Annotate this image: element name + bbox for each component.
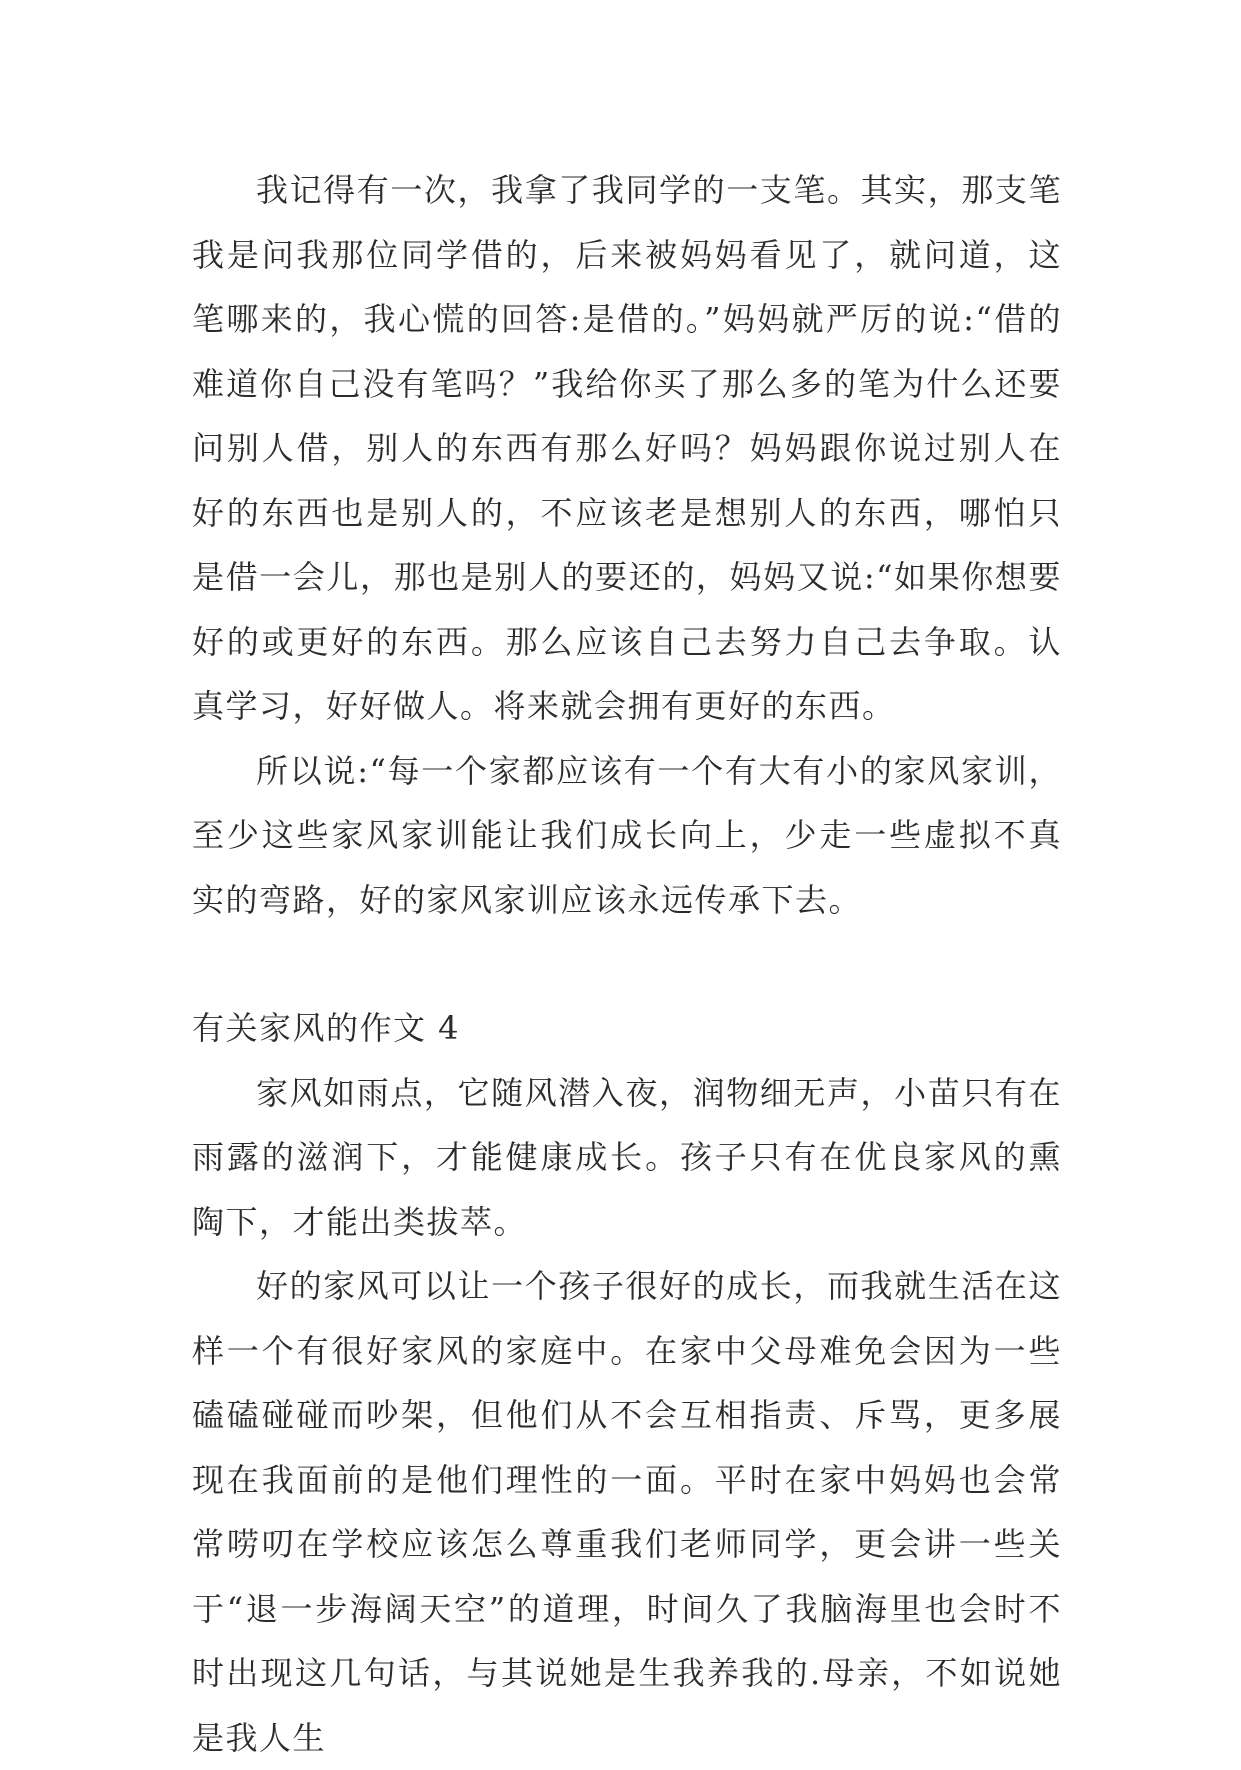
paragraph-good-family: 好的家风可以让一个孩子很好的成长，而我就生活在这样一个有很好家风的家庭中。在家中父母难免会因为一些磕磕碰碰而吵架，但他们从不会互相指责、斥骂，更多展现在我面前的是他们理性的一面。平时在家中妈妈也会常常唠叨在学校应该怎么尊重我们老师同学，更会讲一些关于“退一步海阔天空”的道理，时间久了我脑海里也会时不时出现这几句话，与其说她是生我养我的.母亲，不如说她是我人生	[192, 1267, 1062, 1757]
paragraph-conclusion: 所以说:“每一个家都应该有一个有大有小的家风家训，至少这些家风家训能让我们成长向上，少走一些虚拟不真实的弯路，好的家风家训应该永远传承下去。	[192, 751, 1062, 919]
document-body	[192, 158, 1062, 1770]
paragraph-rain-metaphor: 家风如雨点，它随风潜入夜，润物细无声，小苗只有在雨露的滋润下，才能健康成长。孩子只有在优良家风的熏陶下，才能出类拔萃。	[192, 1073, 1062, 1241]
paragraph-borrowed-pen: 我记得有一次，我拿了我同学的一支笔。其实，那支笔我是问我那位同学借的，后来被妈妈看见了，就问道，这笔哪来的，我心慌的回答:是借的。”妈妈就严厉的说:“借的难道你自己没有笔吗？”我给你买了那么多的笔为什么还要问别人借，别人的东西有那么好吗？妈妈跟你说过别人在好的东西也是别人的，不应该老是想别人的东西，哪怕只是借一会儿，那也是别人的要还的，妈妈又说:“如果你想要好的或更好的东西。那么应该自己去努力自己去争取。认真学习，好好做人。将来就会拥有更好的东西。	[192, 171, 1062, 725]
section-heading: 有关家风的作文 4	[192, 1009, 461, 1047]
